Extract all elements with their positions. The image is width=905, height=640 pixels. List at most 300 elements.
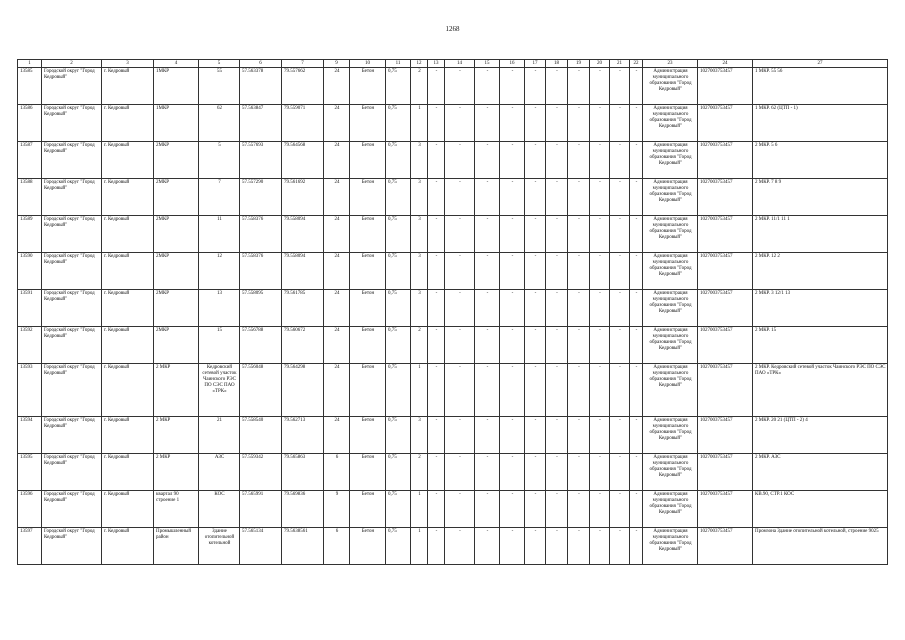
- table-cell: -: [546, 327, 568, 364]
- table-cell: -: [568, 454, 590, 491]
- table-cell: 1 МКР. 55 56: [753, 68, 888, 105]
- table-cell: -: [445, 253, 475, 290]
- column-header: 20: [590, 60, 610, 68]
- column-header: 3: [102, 60, 154, 68]
- table-row: [18, 179, 888, 216]
- table-cell: 1: [411, 364, 428, 417]
- table-cell: 13592: [18, 327, 42, 364]
- registry-table: [17, 59, 888, 565]
- table-cell: -: [630, 216, 643, 253]
- table-cell: 0,75: [386, 417, 411, 454]
- table-cell: -: [630, 454, 643, 491]
- table-cell: Городской округ "Город Кедровый": [42, 364, 102, 417]
- table-cell: 1 МКР. 62 (ЦТП - 1): [753, 105, 888, 142]
- table-cell: -: [590, 327, 610, 364]
- table-cell: 79.565863: [282, 454, 324, 491]
- table-cell: -: [500, 68, 525, 105]
- table-cell: -: [546, 179, 568, 216]
- table-cell: -: [630, 327, 643, 364]
- table-cell: 2МКР: [154, 179, 199, 216]
- column-header: 23: [643, 60, 698, 68]
- table-cell: 24: [324, 417, 350, 454]
- table-cell: Администрация муниципального образования "Город Кедровый": [643, 290, 698, 327]
- table-cell: -: [428, 253, 445, 290]
- table-cell: 13589: [18, 216, 42, 253]
- table-cell: 2 МКР. 3 12/1 13: [753, 290, 888, 327]
- table-row: [18, 253, 888, 290]
- table-cell: -: [428, 364, 445, 417]
- table-cell: -: [525, 327, 546, 364]
- table-row: [18, 491, 888, 528]
- table-cell: 0,75: [386, 454, 411, 491]
- table-cell: -: [475, 417, 500, 454]
- table-cell: -: [500, 179, 525, 216]
- table-cell: -: [590, 142, 610, 179]
- table-cell: -: [445, 105, 475, 142]
- table-cell: -: [428, 454, 445, 491]
- table-cell: -: [525, 253, 546, 290]
- table-cell: 1027003753457: [698, 454, 753, 491]
- table-cell: -: [500, 491, 525, 528]
- table-cell: 5: [199, 142, 240, 179]
- table-cell: -: [610, 179, 630, 216]
- table-cell: 1027003753457: [698, 216, 753, 253]
- table-cell: -: [475, 179, 500, 216]
- table-cell: -: [500, 327, 525, 364]
- table-cell: -: [445, 364, 475, 417]
- table-cell: г. Кедровый: [102, 417, 154, 454]
- table-cell: 1МКР: [154, 105, 199, 142]
- table-row: [18, 290, 888, 327]
- table-cell: -: [475, 68, 500, 105]
- table-cell: -: [546, 253, 568, 290]
- table-cell: 0,75: [386, 253, 411, 290]
- table-cell: -: [546, 417, 568, 454]
- table-cell: г. Кедровый: [102, 364, 154, 417]
- table-cell: -: [610, 68, 630, 105]
- table-cell: Городской округ "Город Кедровый": [42, 253, 102, 290]
- table-cell: Городской округ "Город Кедровый": [42, 105, 102, 142]
- table-cell: -: [546, 491, 568, 528]
- table-cell: 2 МКР: [154, 454, 199, 491]
- column-header: 19: [568, 60, 590, 68]
- table-cell: -: [630, 105, 643, 142]
- table-row: [18, 417, 888, 454]
- table-cell: -: [428, 417, 445, 454]
- table-row: [18, 528, 888, 565]
- table-cell: г. Кедровый: [102, 105, 154, 142]
- table-cell: -: [475, 253, 500, 290]
- table-cell: -: [500, 142, 525, 179]
- table-cell: 2: [411, 454, 428, 491]
- table-cell: 57.565991: [240, 491, 282, 528]
- table-cell: -: [590, 179, 610, 216]
- table-cell: -: [630, 417, 643, 454]
- table-cell: 1027003753457: [698, 68, 753, 105]
- table-cell: -: [546, 290, 568, 327]
- table-cell: -: [590, 454, 610, 491]
- table-cell: Городской округ "Город Кедровый": [42, 454, 102, 491]
- table-cell: 15: [199, 327, 240, 364]
- table-cell: 1027003753457: [698, 528, 753, 565]
- table-cell: Промзона Здание отопительной котельной, строение 9025: [753, 528, 888, 565]
- table-row: [18, 216, 888, 253]
- table-cell: 24: [324, 179, 350, 216]
- table-cell: Городской округ "Город Кедровый": [42, 491, 102, 528]
- table-cell: -: [445, 327, 475, 364]
- table-cell: 13: [199, 290, 240, 327]
- column-header: 22: [630, 60, 643, 68]
- table-cell: -: [475, 528, 500, 565]
- table-cell: Городской округ "Город Кедровый": [42, 142, 102, 179]
- table-cell: -: [475, 364, 500, 417]
- table-cell: 79.561785: [282, 290, 324, 327]
- table-cell: 2 МКР. 20 21 (ЦТП - 2) 4: [753, 417, 888, 454]
- column-header: 17: [525, 60, 546, 68]
- table-cell: 79.564298: [282, 364, 324, 417]
- table-cell: 79.562713: [282, 417, 324, 454]
- table-cell: 79.569836: [282, 491, 324, 528]
- table-cell: -: [475, 491, 500, 528]
- table-cell: Бетон: [350, 179, 386, 216]
- table-cell: -: [445, 454, 475, 491]
- table-cell: 2 МКР: [154, 364, 199, 417]
- table-cell: 0,75: [386, 179, 411, 216]
- table-cell: 24: [324, 68, 350, 105]
- table-cell: 24: [324, 142, 350, 179]
- table-cell: Городской округ "Город Кедровый": [42, 528, 102, 565]
- table-cell: 2МКР: [154, 327, 199, 364]
- table-cell: АЗС: [199, 454, 240, 491]
- table-cell: 57.557290: [240, 179, 282, 216]
- table-cell: 0,75: [386, 327, 411, 364]
- table-cell: Городской округ "Город Кедровый": [42, 327, 102, 364]
- table-cell: -: [475, 290, 500, 327]
- table-row: [18, 327, 888, 364]
- table-cell: -: [568, 253, 590, 290]
- table-cell: 1: [411, 528, 428, 565]
- table-cell: -: [610, 253, 630, 290]
- table-cell: -: [445, 68, 475, 105]
- table-cell: г. Кедровый: [102, 454, 154, 491]
- table-cell: 1027003753457: [698, 142, 753, 179]
- table-cell: -: [445, 216, 475, 253]
- table-cell: 6: [324, 454, 350, 491]
- table-cell: -: [590, 253, 610, 290]
- table-cell: 1027003753457: [698, 253, 753, 290]
- table-cell: 24: [324, 290, 350, 327]
- table-cell: 24: [324, 105, 350, 142]
- table-cell: -: [630, 364, 643, 417]
- table-cell: -: [525, 105, 546, 142]
- table-cell: Бетон: [350, 327, 386, 364]
- table-cell: -: [500, 364, 525, 417]
- column-header: 21: [610, 60, 630, 68]
- table-cell: 3: [411, 290, 428, 327]
- table-cell: 2 МКР. 12 2: [753, 253, 888, 290]
- table-cell: -: [475, 105, 500, 142]
- table-cell: -: [445, 142, 475, 179]
- table-cell: 79.564568: [282, 142, 324, 179]
- table-cell: 12: [199, 253, 240, 290]
- table-cell: Бетон: [350, 253, 386, 290]
- table-cell: Бетон: [350, 68, 386, 105]
- table-cell: г. Кедровый: [102, 528, 154, 565]
- table-cell: -: [610, 491, 630, 528]
- table-cell: -: [630, 253, 643, 290]
- table-cell: 79.560672: [282, 327, 324, 364]
- table-cell: -: [525, 290, 546, 327]
- table-cell: 1: [411, 105, 428, 142]
- table-cell: -: [475, 454, 500, 491]
- table-cell: Администрация муниципального образования "Город Кедровый": [643, 364, 698, 417]
- table-cell: 13596: [18, 491, 42, 528]
- table-cell: 79.558094: [282, 216, 324, 253]
- table-cell: -: [568, 142, 590, 179]
- table-cell: -: [590, 105, 610, 142]
- table-cell: -: [428, 179, 445, 216]
- table-cell: -: [590, 216, 610, 253]
- table-cell: -: [500, 216, 525, 253]
- column-header: 9: [324, 60, 350, 68]
- table-cell: г. Кедровый: [102, 253, 154, 290]
- column-header: 13: [428, 60, 445, 68]
- column-header: 12: [411, 60, 428, 68]
- table-cell: 57.557693: [240, 142, 282, 179]
- table-cell: 57.565134: [240, 528, 282, 565]
- table-cell: Бетон: [350, 105, 386, 142]
- table-cell: -: [445, 417, 475, 454]
- table-cell: 13593: [18, 364, 42, 417]
- table-cell: -: [630, 68, 643, 105]
- table-row: [18, 364, 888, 417]
- table-cell: -: [590, 491, 610, 528]
- table-cell: 13588: [18, 179, 42, 216]
- table-row: [18, 68, 888, 105]
- table-cell: Администрация муниципального образования "Город Кедровый": [643, 528, 698, 565]
- table-cell: -: [590, 528, 610, 565]
- table-cell: -: [590, 290, 610, 327]
- table-cell: -: [428, 105, 445, 142]
- column-header: 11: [386, 60, 411, 68]
- table-cell: 13586: [18, 105, 42, 142]
- table-cell: Бетон: [350, 290, 386, 327]
- table-cell: г. Кедровый: [102, 327, 154, 364]
- table-cell: -: [630, 179, 643, 216]
- table-cell: 0,75: [386, 68, 411, 105]
- table-cell: -: [500, 528, 525, 565]
- table-cell: 57.563378: [240, 68, 282, 105]
- table-cell: Администрация муниципального образования "Город Кедровый": [643, 68, 698, 105]
- table-cell: Администрация муниципального образования "Город Кедровый": [643, 454, 698, 491]
- table-cell: Городской округ "Город Кедровый": [42, 290, 102, 327]
- table-cell: -: [546, 68, 568, 105]
- table-cell: 24: [324, 216, 350, 253]
- table-cell: -: [428, 68, 445, 105]
- table-cell: 13594: [18, 417, 42, 454]
- table-cell: -: [630, 528, 643, 565]
- table-cell: 79.561692: [282, 179, 324, 216]
- table-cell: 11: [199, 216, 240, 253]
- table-cell: 57.563847: [240, 105, 282, 142]
- table-cell: -: [610, 454, 630, 491]
- column-header: 1: [18, 60, 42, 68]
- table-cell: 2МКР: [154, 253, 199, 290]
- table-cell: -: [525, 454, 546, 491]
- table-cell: -: [525, 68, 546, 105]
- table-cell: 2МКР: [154, 290, 199, 327]
- table-cell: 13590: [18, 253, 42, 290]
- table-cell: 3: [411, 253, 428, 290]
- column-header: 24: [698, 60, 753, 68]
- table-cell: -: [610, 364, 630, 417]
- table-cell: -: [475, 142, 500, 179]
- table-cell: -: [500, 454, 525, 491]
- table-cell: 1027003753457: [698, 491, 753, 528]
- table-cell: -: [546, 142, 568, 179]
- table-cell: -: [445, 528, 475, 565]
- table-cell: 57.558376: [240, 253, 282, 290]
- column-header: 10: [350, 60, 386, 68]
- table-cell: 1027003753457: [698, 105, 753, 142]
- table-cell: -: [525, 142, 546, 179]
- table-cell: 57.558540: [240, 417, 282, 454]
- table-cell: 6: [324, 528, 350, 565]
- table-cell: 1027003753457: [698, 179, 753, 216]
- table-cell: 1027003753457: [698, 290, 753, 327]
- table-cell: -: [568, 417, 590, 454]
- table-cell: -: [630, 491, 643, 528]
- table-cell: -: [525, 528, 546, 565]
- table-cell: 2 МКР. АЗС: [753, 454, 888, 491]
- table-cell: 57.556048: [240, 364, 282, 417]
- table-cell: -: [610, 105, 630, 142]
- table-cell: -: [568, 491, 590, 528]
- table-cell: -: [546, 364, 568, 417]
- table-cell: -: [445, 290, 475, 327]
- table-row: [18, 142, 888, 179]
- table-cell: Администрация муниципального образования "Город Кедровый": [643, 179, 698, 216]
- table-cell: Администрация муниципального образования "Город Кедровый": [643, 327, 698, 364]
- table-cell: 0,75: [386, 528, 411, 565]
- table-cell: -: [568, 364, 590, 417]
- table-cell: 0,75: [386, 491, 411, 528]
- table-cell: -: [568, 327, 590, 364]
- table-cell: 3: [411, 142, 428, 179]
- table-cell: г. Кедровый: [102, 142, 154, 179]
- table-cell: -: [546, 528, 568, 565]
- table-cell: 1: [411, 491, 428, 528]
- table-cell: -: [610, 290, 630, 327]
- table-cell: 7: [199, 179, 240, 216]
- table-cell: 21: [199, 417, 240, 454]
- table-cell: Администрация муниципального образования "Город Кедровый": [643, 417, 698, 454]
- table-cell: 62: [199, 105, 240, 142]
- table-cell: 2 МКР. 7 8 9: [753, 179, 888, 216]
- table-cell: 3: [411, 179, 428, 216]
- table-cell: 2 МКР. 15: [753, 327, 888, 364]
- table-cell: 13587: [18, 142, 42, 179]
- column-header: 18: [546, 60, 568, 68]
- table-cell: Администрация муниципального образования "Город Кедровый": [643, 105, 698, 142]
- column-header: 7: [282, 60, 324, 68]
- column-header: 27: [753, 60, 888, 68]
- table-cell: Городской округ "Город Кедровый": [42, 179, 102, 216]
- table-cell: Городской округ "Город Кедровый": [42, 68, 102, 105]
- table-cell: 79.559071: [282, 105, 324, 142]
- table-cell: -: [525, 417, 546, 454]
- table-cell: г. Кедровый: [102, 68, 154, 105]
- table-cell: -: [610, 528, 630, 565]
- table-cell: -: [568, 216, 590, 253]
- table-cell: -: [610, 142, 630, 179]
- table-cell: -: [630, 142, 643, 179]
- table-cell: 2 МКР: [154, 417, 199, 454]
- table-cell: Администрация муниципального образования "Город Кедровый": [643, 253, 698, 290]
- table-cell: 2 МКР. 11/1 11 1: [753, 216, 888, 253]
- table-cell: 79.5638561: [282, 528, 324, 565]
- table-cell: -: [500, 290, 525, 327]
- table-cell: 1027003753457: [698, 327, 753, 364]
- table-cell: Бетон: [350, 528, 386, 565]
- table-cell: 13591: [18, 290, 42, 327]
- table-cell: 13585: [18, 68, 42, 105]
- table-cell: 57.558095: [240, 290, 282, 327]
- table-cell: г. Кедровый: [102, 216, 154, 253]
- table-cell: г. Кедровый: [102, 179, 154, 216]
- table-cell: 3: [411, 417, 428, 454]
- table-cell: -: [525, 491, 546, 528]
- table-cell: 1027003753457: [698, 417, 753, 454]
- table-cell: 13595: [18, 454, 42, 491]
- table-cell: Администрация муниципального образования "Город Кедровый": [643, 216, 698, 253]
- table-cell: -: [428, 528, 445, 565]
- column-header: 5: [199, 60, 240, 68]
- column-header: 15: [475, 60, 500, 68]
- table-cell: Бетон: [350, 417, 386, 454]
- table-cell: 79.558094: [282, 253, 324, 290]
- table-cell: -: [568, 179, 590, 216]
- table-cell: -: [428, 290, 445, 327]
- column-header: 4: [154, 60, 199, 68]
- table-cell: -: [610, 216, 630, 253]
- table-cell: -: [546, 216, 568, 253]
- column-header: 16: [500, 60, 525, 68]
- table-cell: г. Кедровый: [102, 290, 154, 327]
- table-cell: -: [500, 253, 525, 290]
- table-cell: 2: [411, 327, 428, 364]
- table-cell: -: [475, 327, 500, 364]
- table-cell: Администрация муниципального образования "Город Кедровый": [643, 142, 698, 179]
- header-row: [18, 60, 888, 68]
- table-cell: 1027003753457: [698, 364, 753, 417]
- table-cell: 13597: [18, 528, 42, 565]
- table-cell: -: [590, 417, 610, 454]
- table-cell: -: [568, 105, 590, 142]
- table-cell: КОС: [199, 491, 240, 528]
- column-header: 14: [445, 60, 475, 68]
- table-cell: 0,75: [386, 105, 411, 142]
- table-cell: -: [630, 290, 643, 327]
- column-header: 6: [240, 60, 282, 68]
- table-cell: -: [610, 417, 630, 454]
- table-cell: Кедровский сетевой участок Чаинского РЭС ПО СЭС ПАО «ТРК»: [199, 364, 240, 417]
- table-cell: Промышленный район: [154, 528, 199, 565]
- table-cell: 3: [411, 216, 428, 253]
- table-cell: г. Кедровый: [102, 491, 154, 528]
- table-cell: -: [428, 491, 445, 528]
- table-cell: -: [546, 454, 568, 491]
